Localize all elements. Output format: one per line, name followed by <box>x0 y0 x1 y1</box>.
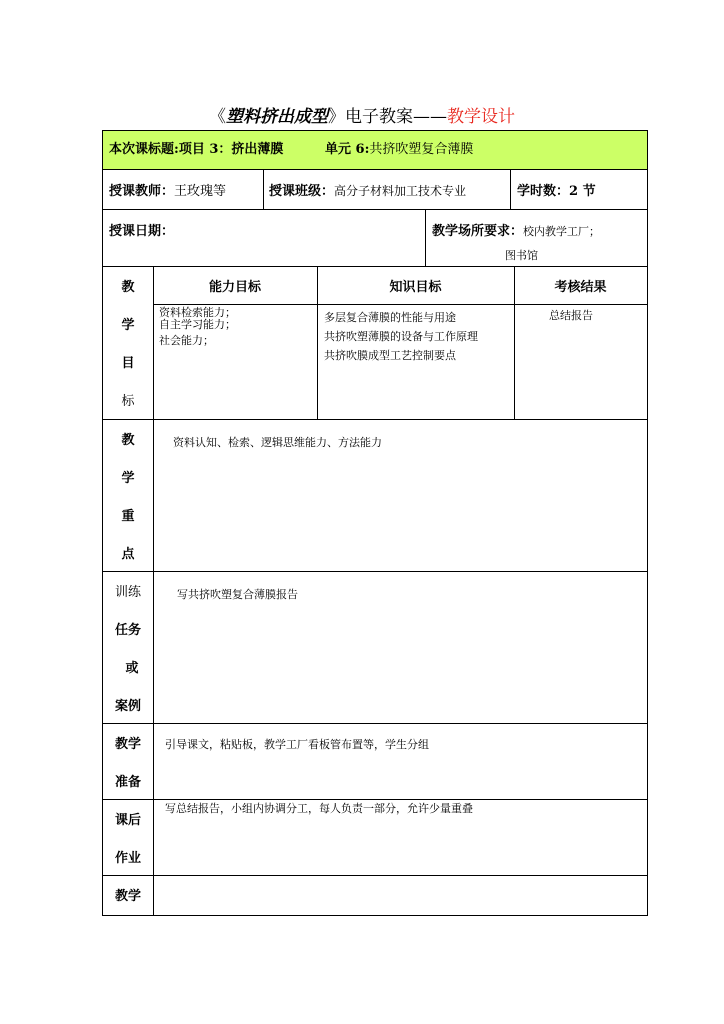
hours-value: 2 节 <box>569 184 596 199</box>
focus-char-3: 重 <box>121 509 135 524</box>
focus-char-4: 点 <box>121 547 135 562</box>
hours-label: 学时数： <box>517 184 570 199</box>
prep-content: 引导课文，粘贴板，教学工厂看板管布置等，学生分组 <box>165 738 429 751</box>
ability-item: 资料检索能力； <box>159 306 236 319</box>
goals-char-3: 目 <box>121 356 135 371</box>
homework-label-2: 作业 <box>114 851 141 866</box>
ability-item: 自主学习能力； <box>159 318 236 331</box>
date-label: 授课日期： <box>109 224 175 239</box>
goals-char-1: 教 <box>121 280 135 295</box>
ability-item: 社会能力； <box>159 334 214 347</box>
topic-row <box>103 131 647 169</box>
prep-label-2: 准备 <box>114 775 141 790</box>
venue-value: 校内教学工厂； <box>523 225 601 238</box>
homework-content: 写总结报告，小组内协调分工，每人负责一部分，允许少量重叠 <box>165 802 473 815</box>
book-title: 塑料挤出成型 <box>226 107 328 127</box>
knowledge-item: 共挤吹塑薄膜的设备与工作原理 <box>324 330 478 343</box>
class-value: 高分子材料加工技术专业 <box>334 184 467 198</box>
assessment-header: 考核结果 <box>554 280 607 295</box>
teacher-value: 王玫瑰等 <box>174 184 227 199</box>
venue-field <box>432 220 600 239</box>
ability-header: 能力目标 <box>208 280 261 295</box>
last-row-label: 教学 <box>114 889 141 904</box>
homework-label-1: 课后 <box>114 813 141 828</box>
knowledge-list <box>324 308 478 365</box>
goals-char-4: 标 <box>121 394 135 409</box>
class-label: 授课班级： <box>269 184 335 199</box>
focus-char-2: 学 <box>121 471 135 486</box>
title-highlight: 教学设计 <box>447 107 515 127</box>
teacher-label: 授课教师： <box>109 184 175 199</box>
ability-list <box>159 307 236 347</box>
document-title: 《塑料挤出成型》电子教案——教学设计 <box>209 107 515 127</box>
tasks-label-4: 案例 <box>114 699 141 714</box>
hours-field <box>517 180 596 199</box>
tasks-label-1: 训练 <box>114 585 141 600</box>
class-field <box>269 180 466 199</box>
goals-char-2: 学 <box>121 318 135 333</box>
teacher-field <box>109 180 226 199</box>
topic-label: 本次课标题:项目 3：挤出薄膜 <box>109 142 284 157</box>
lesson-plan-table <box>102 130 648 916</box>
knowledge-item: 共挤吹膜成型工艺控制要点 <box>324 349 456 362</box>
topic-unit: 单元 6:共挤吹塑复合薄膜 <box>325 142 474 157</box>
venue-value-2: 图书馆 <box>505 249 538 262</box>
focus-content: 资料认知、检索、逻辑思维能力、方法能力 <box>173 436 382 449</box>
tasks-label-3: 或 <box>125 661 139 676</box>
prep-label-1: 教学 <box>114 737 141 752</box>
date-field <box>109 220 174 239</box>
venue-label: 教学场所要求： <box>432 224 524 239</box>
assessment-value: 总结报告 <box>549 309 593 322</box>
tasks-content: 写共挤吹塑复合薄膜报告 <box>177 588 298 601</box>
knowledge-item: 多层复合薄膜的性能与用途 <box>324 311 456 324</box>
focus-char-1: 教 <box>121 433 135 448</box>
knowledge-header: 知识目标 <box>389 280 442 295</box>
tasks-label-2: 任务 <box>114 623 141 638</box>
